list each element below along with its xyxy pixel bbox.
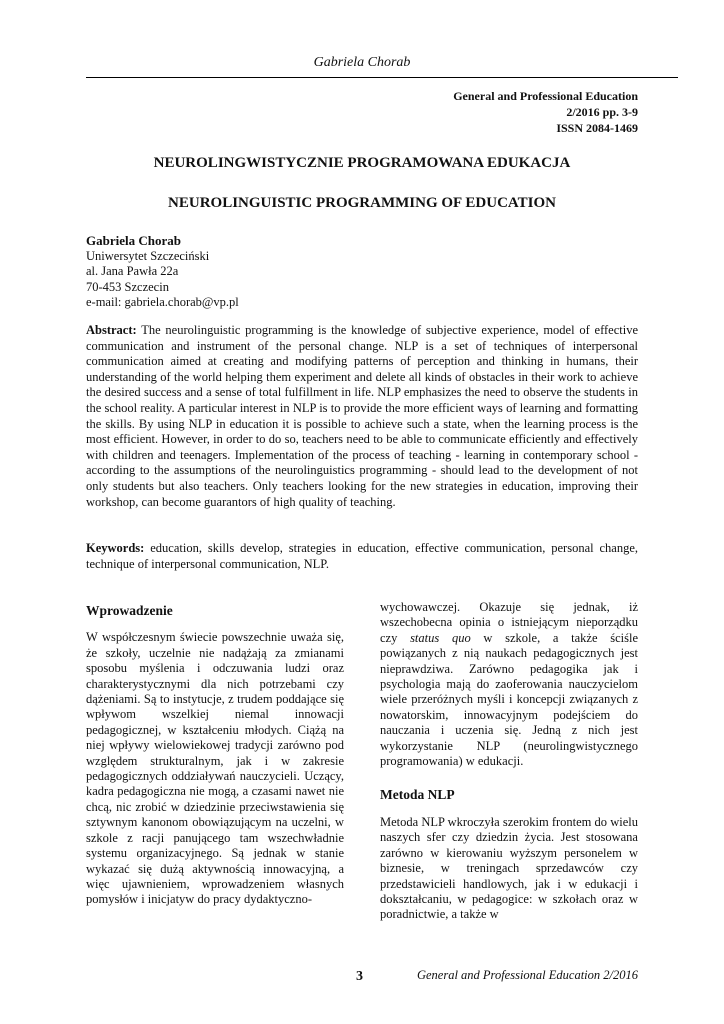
intro-continuation: [380, 600, 638, 769]
keywords: [86, 541, 638, 572]
section-heading-intro: Wprowadzenie: [86, 603, 173, 618]
keywords-text: education, skills develop, strategies in education, effective communication, personal change, technique of interpersonal communication, NLP.: [86, 541, 639, 571]
title-english: NEUROLINGUISTIC PROGRAMMING OF EDUCATION: [168, 195, 556, 211]
abstract-label: Abstract:: [86, 323, 137, 337]
section-heading-method: Metoda NLP: [380, 787, 455, 803]
title-polish: NEUROLINGWISTYCZNIE PROGRAMOWANA EDUKACJA: [153, 155, 571, 171]
author-affiliation: Uniwersytet Szczeciński: [86, 248, 210, 263]
author-block: [86, 233, 239, 311]
issue-pages: 2/2016 pp. 3-9: [566, 105, 638, 119]
footer-journal: General and Professional Education 2/2016: [416, 968, 638, 982]
abstract: [86, 323, 638, 510]
journal-name: General and Professional Education: [453, 89, 638, 103]
intro-continuation-b: w szkole, a także ściśle powiązanych z nią naukach pedagogicznych jest nieprawdziwa. Zarówno pedagogika jak i psychologia mają do zaoferowania nauczycielom wiele przeróżnych myśli i koncepcji związanych z nowatorskim, innowacyjnym podejściem do nauczania i uczenia się. Jedną z nich jest wykorzystanie NLP (neurolingwistycznego programowania) w edukacji.: [380, 630, 638, 769]
abstract-text: The neurolinguistic programming is the knowledge of subjective experience, model of effective communication and instrument of the personal change. NLP is a set of techniques of interpersonal communication aimed at creating and modifying patterns of perception and thinking in humans, their understanding of the world helping them experiment and delete all kinds of obstacles in their work to achieve the desired success and a sense of total fulfillment in life. NLP emphasizes the need to observe the students in the school reality. A particular interest in NLP is to provide the more efficient ways of learning and formatting the skills. By using NLP in education it is possible to achieve such a state, when the learning process is the most efficient. However, in order to do so, teachers need to be able to communicate efficiently and effectively with children and teenagers. Implementation of the process of teaching - learning in contemporary school - according to the assumptions of the neurolinguistics programming - should lead to the development of not only students but also teachers. Only teachers looking for the new strategies in education, improving their workshop, can become guarantors of high quality of teaching.: [86, 323, 639, 509]
author-street: al. Jana Pawła 22a: [86, 264, 179, 279]
status-quo-term: status quo: [410, 630, 471, 645]
running-head: Gabriela Chorab: [313, 55, 411, 70]
page-number: 3: [356, 969, 363, 984]
intro-paragraph: W współczesnym świecie powszechnie uważa się, że szkoły, uczelnie nie nadążają za zmianami sposobu myślenia i odczuwania ludzi oraz charakterystycznymi dla nich potrzebami czy dążeniami. Są to instytucje, z trudem poddające się wpływom wszelkiej niemal innowacji pedagogicznej, w kształceniu młodych. Ciążą na niej wpływy wielowiekowej tradycji zarówno pod względem strukturalnym, jak i w zakresie pedagogicznych oddziaływań nauczycieli. Uczący, kadra pedagogiczna nie mogą, a czasami nawet nie chcą, nic zrobić w dziedzinie przeciwstawienia się sztywnym kanonom obowiązującym na uczelni, w szkole z racji panującego tam wszechwładnie systemu organizacyjnego. Są jednak w stanie wykazać się dużą aktywnością innowacyjną, a więc ujawnieniem, wprowadzeniem własnych pomysłów i inicjatyw do pracy dydaktyczno-: [86, 630, 344, 907]
journal-info: [453, 88, 638, 136]
intro-continuation-a: wychowawczej. Okazuje się jednak, iż wszechobecna opinia o istniejącym nieporządku czy: [380, 600, 638, 645]
right-column: [380, 600, 638, 923]
header-divider: [86, 77, 678, 78]
left-column: [86, 603, 344, 908]
method-paragraph: Metoda NLP wkroczyła szerokim frontem do wielu naszych sfer czy dziedzin życia. Jest stosowana zarówno w kierowaniu wyższym personelem w biznesie, w treningach sprzedawców czy przedstawicieli handlowych, jak i w edukacji i dokształcaniu, w pedagogice: w szkołach oraz w poradnictwie, a także w: [380, 814, 638, 922]
author-email: e-mail: gabriela.chorab@vp.pl: [86, 295, 239, 310]
author-city: 70-453 Szczecin: [86, 279, 169, 294]
author-name: Gabriela Chorab: [86, 233, 181, 248]
issn: ISSN 2084-1469: [556, 121, 638, 135]
keywords-label: Keywords:: [86, 541, 145, 555]
